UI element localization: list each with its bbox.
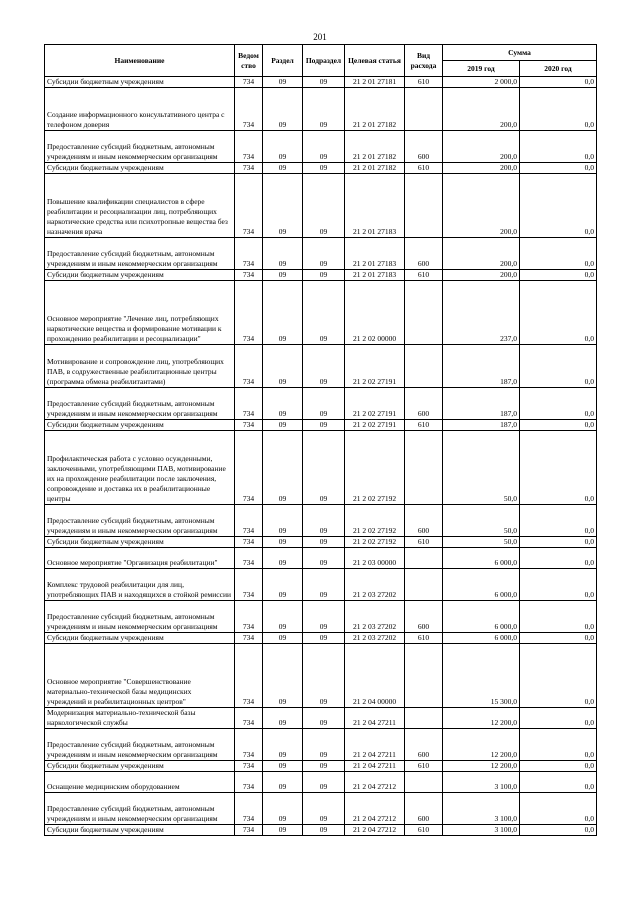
table-body	[45, 77, 597, 836]
header-dept: Ведом ство	[235, 45, 263, 77]
cell-subsection: 09	[303, 431, 345, 505]
cell-name: Субсидии бюджетным учреждениям	[45, 270, 235, 281]
table-row	[45, 825, 597, 836]
cell-subsection: 09	[303, 793, 345, 825]
cell-y2020: 0,0	[520, 729, 597, 761]
cell-y2020: 0,0	[520, 633, 597, 644]
cell-y2020: 0,0	[520, 131, 597, 163]
table-row	[45, 281, 597, 345]
cell-section: 09	[263, 131, 303, 163]
cell-exptype: 610	[405, 77, 443, 88]
cell-subsection: 09	[303, 131, 345, 163]
cell-target: 21 2 04 27212	[345, 793, 405, 825]
cell-subsection: 09	[303, 88, 345, 131]
table-row	[45, 77, 597, 88]
table-row	[45, 131, 597, 163]
table-row	[45, 729, 597, 761]
cell-y2020: 0,0	[520, 644, 597, 708]
cell-name: Профилактическая работа с условно осужденными, заключенными, употребляющими ПАВ, мотивирование их на прохождение реабилитации после заключения, сопровождение и доставка их в реабилитационные центры	[45, 431, 235, 505]
cell-section: 09	[263, 388, 303, 420]
cell-exptype	[405, 281, 443, 345]
cell-target: 21 2 03 27202	[345, 601, 405, 633]
cell-target: 21 2 01 27182	[345, 88, 405, 131]
cell-exptype: 600	[405, 238, 443, 270]
cell-y2020: 0,0	[520, 708, 597, 729]
cell-subsection: 09	[303, 708, 345, 729]
cell-y2020: 0,0	[520, 569, 597, 601]
cell-y2020: 0,0	[520, 88, 597, 131]
table-row	[45, 601, 597, 633]
cell-name: Предоставление субсидий бюджетным, автономным учреждениям и иным некоммерческим организациям	[45, 238, 235, 270]
cell-target: 21 2 04 27212	[345, 825, 405, 836]
cell-name: Повышение квалификации специалистов в сфере реабилитации и ресоциализации лиц, потребляющих наркотические средства или психотропные вещества без назначения врача	[45, 174, 235, 238]
cell-y2020: 0,0	[520, 163, 597, 174]
cell-exptype	[405, 644, 443, 708]
cell-exptype: 600	[405, 505, 443, 537]
cell-exptype: 610	[405, 420, 443, 431]
cell-subsection: 09	[303, 772, 345, 793]
cell-y2020: 0,0	[520, 174, 597, 238]
cell-dept: 734	[235, 163, 263, 174]
cell-section: 09	[263, 270, 303, 281]
cell-exptype: 610	[405, 633, 443, 644]
cell-exptype: 610	[405, 537, 443, 548]
cell-name: Предоставление субсидий бюджетным, автономным учреждениям и иным некоммерческим организациям	[45, 388, 235, 420]
header-sum: Сумма	[443, 45, 597, 61]
cell-exptype: 610	[405, 761, 443, 772]
cell-y2019: 6 000,0	[443, 548, 520, 569]
cell-exptype: 610	[405, 163, 443, 174]
cell-subsection: 09	[303, 644, 345, 708]
cell-y2020: 0,0	[520, 388, 597, 420]
cell-exptype: 610	[405, 825, 443, 836]
cell-target: 21 2 02 27192	[345, 537, 405, 548]
table-row	[45, 270, 597, 281]
cell-exptype	[405, 548, 443, 569]
cell-section: 09	[263, 633, 303, 644]
cell-target: 21 2 04 27211	[345, 708, 405, 729]
table-row	[45, 793, 597, 825]
table-row	[45, 174, 597, 238]
header-subsection: Подраздел	[303, 45, 345, 77]
table-row	[45, 633, 597, 644]
page-number: 201	[313, 32, 327, 42]
cell-y2020: 0,0	[520, 548, 597, 569]
cell-dept: 734	[235, 281, 263, 345]
cell-section: 09	[263, 281, 303, 345]
cell-y2020: 0,0	[520, 420, 597, 431]
cell-y2020: 0,0	[520, 270, 597, 281]
cell-dept: 734	[235, 644, 263, 708]
cell-y2019: 2 000,0	[443, 77, 520, 88]
cell-dept: 734	[235, 772, 263, 793]
cell-y2020: 0,0	[520, 601, 597, 633]
cell-section: 09	[263, 431, 303, 505]
table-row	[45, 388, 597, 420]
cell-subsection: 09	[303, 281, 345, 345]
cell-section: 09	[263, 548, 303, 569]
cell-dept: 734	[235, 708, 263, 729]
cell-target: 21 2 02 27192	[345, 505, 405, 537]
cell-y2019: 200,0	[443, 174, 520, 238]
cell-exptype: 600	[405, 131, 443, 163]
cell-target: 21 2 02 27192	[345, 431, 405, 505]
cell-subsection: 09	[303, 77, 345, 88]
header-target: Целевая статья	[345, 45, 405, 77]
cell-target: 21 2 03 27202	[345, 633, 405, 644]
cell-name: Основное мероприятие "Лечение лиц, потребляющих наркотические вещества и формирование мотивации к прохождению реабилитации и ресоциализации"	[45, 281, 235, 345]
cell-section: 09	[263, 505, 303, 537]
cell-y2020: 0,0	[520, 761, 597, 772]
cell-y2020: 0,0	[520, 431, 597, 505]
cell-dept: 734	[235, 601, 263, 633]
cell-subsection: 09	[303, 537, 345, 548]
cell-name: Оснащение медицинским оборудованием	[45, 772, 235, 793]
cell-subsection: 09	[303, 345, 345, 388]
cell-section: 09	[263, 420, 303, 431]
cell-y2019: 50,0	[443, 505, 520, 537]
cell-y2020: 0,0	[520, 238, 597, 270]
cell-y2019: 3 100,0	[443, 793, 520, 825]
cell-exptype	[405, 88, 443, 131]
cell-exptype	[405, 569, 443, 601]
header-name: Наименование	[45, 45, 235, 77]
cell-y2020: 0,0	[520, 537, 597, 548]
table-row	[45, 644, 597, 708]
cell-subsection: 09	[303, 388, 345, 420]
table-row	[45, 505, 597, 537]
cell-y2019: 237,0	[443, 281, 520, 345]
cell-subsection: 09	[303, 569, 345, 601]
cell-target: 21 2 01 27182	[345, 131, 405, 163]
cell-dept: 734	[235, 569, 263, 601]
cell-exptype: 610	[405, 270, 443, 281]
cell-target: 21 2 01 27183	[345, 270, 405, 281]
cell-dept: 734	[235, 420, 263, 431]
cell-y2020: 0,0	[520, 77, 597, 88]
cell-dept: 734	[235, 793, 263, 825]
cell-section: 09	[263, 761, 303, 772]
cell-subsection: 09	[303, 601, 345, 633]
cell-dept: 734	[235, 131, 263, 163]
cell-dept: 734	[235, 761, 263, 772]
cell-subsection: 09	[303, 825, 345, 836]
cell-subsection: 09	[303, 548, 345, 569]
cell-target: 21 2 04 27211	[345, 761, 405, 772]
cell-exptype: 600	[405, 793, 443, 825]
table-row	[45, 761, 597, 772]
cell-dept: 734	[235, 537, 263, 548]
cell-subsection: 09	[303, 761, 345, 772]
cell-name: Субсидии бюджетным учреждениям	[45, 633, 235, 644]
cell-dept: 734	[235, 505, 263, 537]
cell-section: 09	[263, 569, 303, 601]
table-row	[45, 708, 597, 729]
cell-y2019: 6 000,0	[443, 601, 520, 633]
cell-dept: 734	[235, 633, 263, 644]
cell-section: 09	[263, 708, 303, 729]
cell-dept: 734	[235, 174, 263, 238]
cell-section: 09	[263, 729, 303, 761]
cell-name: Мотивирование и сопровождение лиц, употребляющих ПАВ, в содружественные реабилитационные центры (программа обмена реабилитантами)	[45, 345, 235, 388]
cell-name: Создание информационного консультативного центра с телефоном доверия	[45, 88, 235, 131]
cell-section: 09	[263, 345, 303, 388]
cell-y2020: 0,0	[520, 345, 597, 388]
cell-dept: 734	[235, 77, 263, 88]
header-2020: 2020 год	[520, 61, 597, 77]
cell-name: Комплекс трудовой реабилитации для лиц, употребляющих ПАВ и находящихся в стойкой ремиссии	[45, 569, 235, 601]
cell-name: Основное мероприятие "Организация реабилитации"	[45, 548, 235, 569]
cell-exptype	[405, 772, 443, 793]
cell-section: 09	[263, 601, 303, 633]
cell-section: 09	[263, 825, 303, 836]
cell-target: 21 2 02 00000	[345, 281, 405, 345]
cell-name: Субсидии бюджетным учреждениям	[45, 163, 235, 174]
cell-target: 21 2 04 27212	[345, 772, 405, 793]
cell-name: Предоставление субсидий бюджетным, автономным учреждениям и иным некоммерческим организациям	[45, 793, 235, 825]
cell-name: Субсидии бюджетным учреждениям	[45, 761, 235, 772]
cell-section: 09	[263, 772, 303, 793]
cell-dept: 734	[235, 345, 263, 388]
cell-y2019: 12 200,0	[443, 729, 520, 761]
cell-exptype: 600	[405, 729, 443, 761]
cell-section: 09	[263, 88, 303, 131]
cell-section: 09	[263, 793, 303, 825]
cell-exptype	[405, 345, 443, 388]
cell-subsection: 09	[303, 174, 345, 238]
table-row	[45, 345, 597, 388]
cell-section: 09	[263, 537, 303, 548]
cell-y2019: 200,0	[443, 88, 520, 131]
header-exptype: Вид расхода	[405, 45, 443, 77]
cell-target: 21 2 02 27191	[345, 345, 405, 388]
cell-subsection: 09	[303, 505, 345, 537]
cell-section: 09	[263, 174, 303, 238]
cell-dept: 734	[235, 270, 263, 281]
table-row	[45, 537, 597, 548]
cell-target: 21 2 03 00000	[345, 548, 405, 569]
budget-table	[44, 44, 597, 836]
cell-y2019: 3 100,0	[443, 825, 520, 836]
cell-target: 21 2 04 27211	[345, 729, 405, 761]
header-section: Раздел	[263, 45, 303, 77]
cell-y2019: 12 200,0	[443, 761, 520, 772]
cell-y2020: 0,0	[520, 505, 597, 537]
cell-target: 21 2 02 27191	[345, 420, 405, 431]
cell-subsection: 09	[303, 420, 345, 431]
cell-y2019: 200,0	[443, 238, 520, 270]
cell-dept: 734	[235, 825, 263, 836]
cell-y2020: 0,0	[520, 825, 597, 836]
cell-exptype	[405, 174, 443, 238]
cell-y2019: 187,0	[443, 388, 520, 420]
cell-dept: 734	[235, 431, 263, 505]
cell-y2019: 50,0	[443, 431, 520, 505]
cell-y2019: 6 000,0	[443, 569, 520, 601]
cell-dept: 734	[235, 88, 263, 131]
table-row	[45, 548, 597, 569]
cell-target: 21 2 04 00000	[345, 644, 405, 708]
cell-exptype	[405, 431, 443, 505]
cell-subsection: 09	[303, 729, 345, 761]
cell-name: Модернизация материально-технической базы наркологической службы	[45, 708, 235, 729]
cell-exptype: 600	[405, 601, 443, 633]
cell-exptype: 600	[405, 388, 443, 420]
cell-y2019: 12 200,0	[443, 708, 520, 729]
cell-target: 21 2 01 27183	[345, 238, 405, 270]
table-row	[45, 569, 597, 601]
cell-name: Предоставление субсидий бюджетным, автономным учреждениям и иным некоммерческим организациям	[45, 601, 235, 633]
cell-target: 21 2 03 27202	[345, 569, 405, 601]
cell-name: Предоставление субсидий бюджетным, автономным учреждениям и иным некоммерческим организациям	[45, 729, 235, 761]
cell-y2019: 187,0	[443, 420, 520, 431]
cell-name: Субсидии бюджетным учреждениям	[45, 537, 235, 548]
cell-dept: 734	[235, 388, 263, 420]
cell-y2019: 187,0	[443, 345, 520, 388]
cell-exptype	[405, 708, 443, 729]
cell-y2019: 200,0	[443, 131, 520, 163]
cell-name: Субсидии бюджетным учреждениям	[45, 77, 235, 88]
cell-y2020: 0,0	[520, 281, 597, 345]
cell-section: 09	[263, 77, 303, 88]
cell-target: 21 2 02 27191	[345, 388, 405, 420]
cell-target: 21 2 01 27183	[345, 174, 405, 238]
cell-target: 21 2 01 27182	[345, 163, 405, 174]
cell-name: Субсидии бюджетным учреждениям	[45, 420, 235, 431]
cell-y2019: 15 300,0	[443, 644, 520, 708]
table-row	[45, 772, 597, 793]
header-2019: 2019 год	[443, 61, 520, 77]
cell-target: 21 2 01 27181	[345, 77, 405, 88]
cell-y2019: 50,0	[443, 537, 520, 548]
cell-subsection: 09	[303, 163, 345, 174]
table-row	[45, 238, 597, 270]
cell-section: 09	[263, 644, 303, 708]
cell-section: 09	[263, 238, 303, 270]
cell-section: 09	[263, 163, 303, 174]
cell-dept: 734	[235, 729, 263, 761]
cell-y2019: 200,0	[443, 163, 520, 174]
cell-name: Основное мероприятие "Совершенствование материально-технической базы медицинских учреждений и реабилитационных центров"	[45, 644, 235, 708]
table-row	[45, 88, 597, 131]
table-row	[45, 431, 597, 505]
cell-dept: 734	[235, 548, 263, 569]
cell-subsection: 09	[303, 633, 345, 644]
cell-dept: 734	[235, 238, 263, 270]
cell-y2019: 3 100,0	[443, 772, 520, 793]
cell-y2019: 200,0	[443, 270, 520, 281]
cell-subsection: 09	[303, 270, 345, 281]
cell-y2020: 0,0	[520, 772, 597, 793]
table-row	[45, 420, 597, 431]
table-row	[45, 163, 597, 174]
cell-y2020: 0,0	[520, 793, 597, 825]
cell-subsection: 09	[303, 238, 345, 270]
cell-y2019: 6 000,0	[443, 633, 520, 644]
cell-name: Предоставление субсидий бюджетным, автономным учреждениям и иным некоммерческим организациям	[45, 131, 235, 163]
cell-name: Предоставление субсидий бюджетным, автономным учреждениям и иным некоммерческим организациям	[45, 505, 235, 537]
cell-name: Субсидии бюджетным учреждениям	[45, 825, 235, 836]
